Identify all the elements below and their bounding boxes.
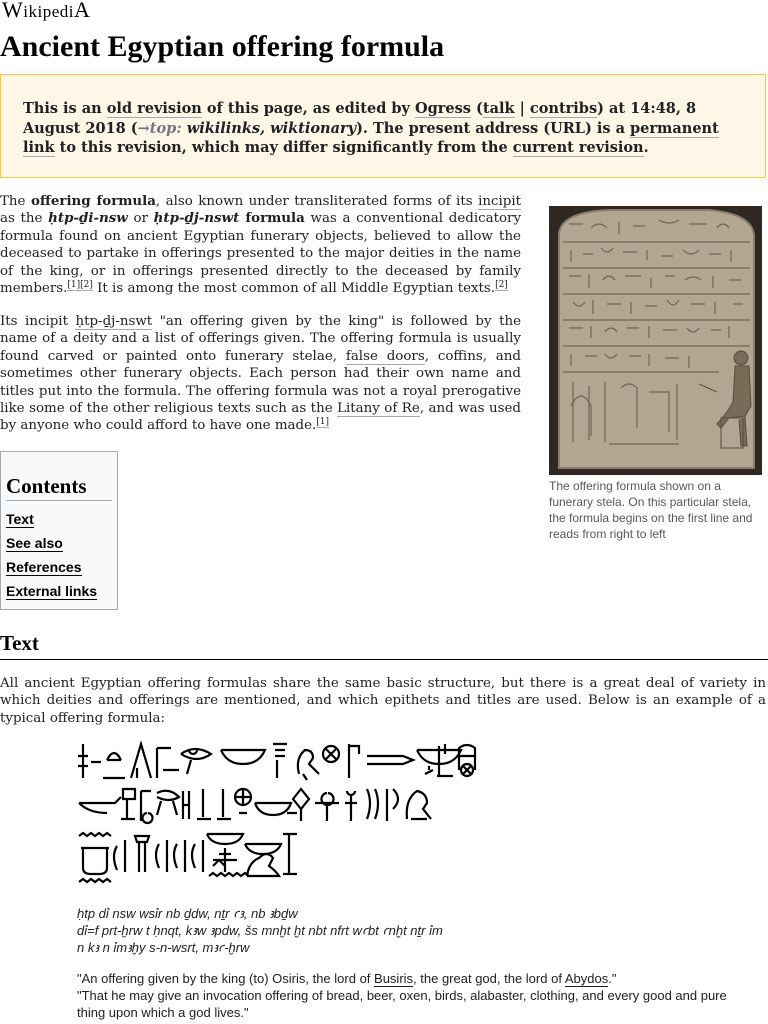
citation-link[interactable]: [2] bbox=[80, 279, 93, 290]
text: "An offering given by the king (to) Osiris, the lord of bbox=[77, 971, 375, 986]
text: It is among the most common of all Middle Egyptian texts. bbox=[92, 281, 496, 297]
text-section-paragraph: All ancient Egyptian offering formulas share the same basic structure, but there is a great deal of variety in which deities and offerings are mentioned, and which epithets and titles are used. Below is an example of a typical offering formula: bbox=[0, 676, 766, 726]
incipit-paragraph bbox=[0, 313, 521, 435]
user-link[interactable]: Ogress bbox=[415, 100, 471, 117]
bold-term: offering formula bbox=[30, 193, 156, 209]
false-doors-link[interactable]: false doors bbox=[345, 348, 425, 364]
transliteration-line: dỉ=f prt-ḫrw t ḥnqt, kꜣw ꜣpdw, šs mnḫt ḫt nbt nfrt wꜥbt ꜥnḫt nṯr ỉm bbox=[77, 923, 443, 938]
text: , also known under transliterated forms of its bbox=[155, 194, 479, 209]
transliteration-block bbox=[77, 905, 443, 956]
logo-letter: A bbox=[73, 0, 91, 22]
transliteration-line: n kꜣ n ỉmꜣḫy s-n-wsrt, mꜣꜥ-ḫrw bbox=[77, 940, 250, 955]
toc-item-label: Text bbox=[6, 511, 34, 527]
bold-term: formula bbox=[239, 210, 305, 227]
transliteration-line: ḥtp dỉ nsw wsỉr nb ḏdw, nṯr ꜥꜣ, nb ꜣbḏw bbox=[77, 906, 298, 921]
toc-item-see-also[interactable] bbox=[6, 531, 117, 555]
old-revision-link[interactable]: old revision bbox=[106, 100, 202, 117]
translation-line: "That he may give an invocation offering of bread, beer, oxen, birds, alabaster, clothing, and every good and pure thing upon which a god lives." bbox=[77, 988, 727, 1020]
notice-text: ) at 14:48, 8 August 2018 ( bbox=[23, 100, 697, 137]
section-arrow-link[interactable]: →top: bbox=[137, 119, 182, 137]
citation-link[interactable]: [1] bbox=[67, 279, 81, 290]
toc-item-label: External links bbox=[6, 583, 98, 599]
table-of-contents bbox=[0, 451, 118, 610]
notice-text: of this page, as edited by bbox=[201, 100, 415, 117]
text: "an offering given by the king" is followed by the name of a deity and a list of offerings given. The offering formula is usually found carved or painted onto funerary stelae, bbox=[0, 314, 521, 364]
notice-separator: | bbox=[514, 100, 530, 117]
text: as the bbox=[0, 211, 49, 227]
toc-item-label: References bbox=[6, 559, 82, 575]
edit-summary: wikilinks, wiktionary bbox=[181, 119, 357, 137]
text: Its incipit bbox=[0, 314, 76, 329]
bold-term: ḥtp-ḏj-nswt bbox=[153, 210, 240, 227]
toc-item-external-links[interactable] bbox=[6, 579, 117, 603]
toc-item-text[interactable] bbox=[6, 507, 117, 531]
translation-block bbox=[77, 970, 757, 1021]
notice-text: This is an bbox=[23, 100, 107, 117]
stela-figure bbox=[549, 206, 762, 542]
text: or bbox=[127, 211, 154, 227]
current-revision-link[interactable]: current revision bbox=[512, 139, 644, 156]
old-revision-notice bbox=[0, 74, 766, 178]
text: was a conventional dedicatory formula found on ancient Egyptian funerary objects, believed to allow the deceased to partake in offerings presented to the major deities in the name of the king, or in offerings presented directly to the deceased by family members. bbox=[0, 211, 522, 297]
stela-image[interactable] bbox=[549, 206, 762, 475]
toc-item-references[interactable] bbox=[6, 555, 117, 579]
notice-text: ). The present address (URL) is a bbox=[356, 119, 631, 137]
logo-letter: W bbox=[2, 0, 24, 22]
citation-link[interactable]: [1] bbox=[316, 416, 330, 427]
litany-of-re-link[interactable]: Litany of Re bbox=[337, 401, 420, 417]
contribs-link[interactable]: contribs bbox=[529, 100, 598, 117]
hieroglyph-row-2 bbox=[77, 783, 487, 827]
section-heading-text: Text bbox=[0, 631, 768, 660]
abydos-link[interactable]: Abydos bbox=[564, 971, 609, 986]
notice-text: . bbox=[643, 139, 649, 156]
text: , coffins, and sometimes other funerary objects. Each person had their own name and titles put into the formula. The offering formula was not a royal prerogative like some of the other religious texts such as the bbox=[0, 348, 521, 417]
page-title: Ancient Egyptian offering formula bbox=[0, 30, 445, 63]
toc-title: Contents bbox=[6, 474, 112, 501]
text: , the great god, the lord of bbox=[413, 971, 565, 986]
text: The bbox=[0, 194, 31, 209]
text: ." bbox=[608, 971, 617, 986]
intro-paragraph bbox=[0, 193, 521, 297]
permanent-link[interactable]: permanent link bbox=[23, 119, 719, 156]
citation-link[interactable]: [2] bbox=[495, 279, 508, 290]
talk-link[interactable]: talk bbox=[482, 100, 515, 117]
incipit-term-link[interactable]: ḥtp-ḏj-nswt bbox=[75, 314, 153, 329]
notice-text: ( bbox=[470, 100, 483, 117]
hieroglyph-row-3 bbox=[77, 830, 487, 888]
figure-caption: The offering formula shown on a funerary stela. On this particular stela, the formula begins on the first line and reads from right to left bbox=[549, 479, 753, 541]
text: , and was used by anyone who could afford to have one made. bbox=[0, 401, 521, 434]
bold-term: ḥtp-ḏi-nsw bbox=[48, 210, 128, 227]
notice-text: to this revision, which may differ significantly from the bbox=[54, 139, 513, 156]
incipit-link[interactable]: incipit bbox=[478, 194, 521, 209]
wikipedia-logo[interactable] bbox=[2, 0, 90, 23]
translation-line bbox=[77, 970, 757, 987]
logo-letters: ikipedi bbox=[23, 2, 74, 21]
toc-item-label: See also bbox=[6, 535, 63, 551]
busiris-link[interactable]: Busiris bbox=[374, 971, 414, 986]
hieroglyph-row-1 bbox=[77, 740, 487, 784]
